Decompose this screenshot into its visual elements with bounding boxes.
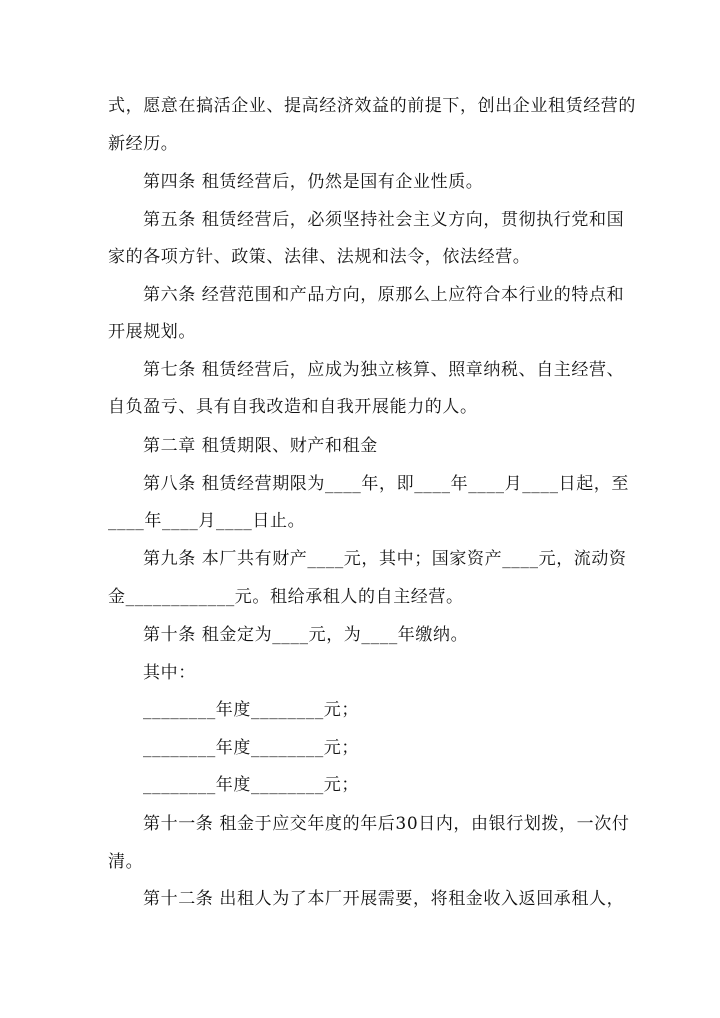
article-4: 第四条 租赁经营后，仍然是国有企业性质。	[143, 172, 484, 192]
text-line-14: 金____________元。租给承租人的自主经营。	[108, 587, 464, 607]
text-line-12: ____年____月____日止。	[108, 511, 306, 531]
text-line-21: 清。	[108, 852, 144, 872]
text-line-1: 式，愿意在搞活企业、提高经济效益的前提下，创出企业租赁经营的	[108, 96, 636, 116]
article-7: 第七条 租赁经营后，应成为独立核算、照章纳税、自主经营、	[143, 360, 625, 380]
article-11: 第十一条 租金于应交年度的年后30日内，由银行划拨，一次付	[143, 814, 630, 834]
text-line-16: 其中：	[143, 663, 196, 683]
rent-year-line-2: ________年度________元；	[143, 738, 359, 758]
article-10: 第十条 租金定为____元，为____年缴纳。	[143, 625, 469, 645]
article-8: 第八条 租赁经营期限为____年，即____年____月____日起，至	[143, 474, 630, 494]
article-6: 第六条 经营范围和产品方向，原那么上应符合本行业的特点和	[143, 285, 625, 305]
article-12: 第十二条 出租人为了本厂开展需要，将租金收入返回承租人，	[143, 889, 625, 909]
text-line-2: 新经历。	[108, 134, 179, 154]
rent-year-line-1: ________年度________元；	[143, 700, 359, 720]
article-9: 第九条 本厂共有财产____元，其中；国家资产____元，流动资	[143, 549, 627, 569]
rent-year-line-3: ________年度________元；	[143, 775, 359, 795]
text-line-9: 自负盈亏、具有自我改造和自我开展能力的人。	[108, 397, 478, 417]
chapter-2-heading: 第二章 租赁期限、财产和租金	[143, 436, 378, 456]
text-line-5: 家的各项方针、政策、法律、法规和法令，依法经营。	[108, 247, 531, 267]
article-5: 第五条 租赁经营后，必须坚持社会主义方向，贯彻执行党和国	[143, 210, 625, 230]
text-line-7: 开展规划。	[108, 322, 196, 342]
